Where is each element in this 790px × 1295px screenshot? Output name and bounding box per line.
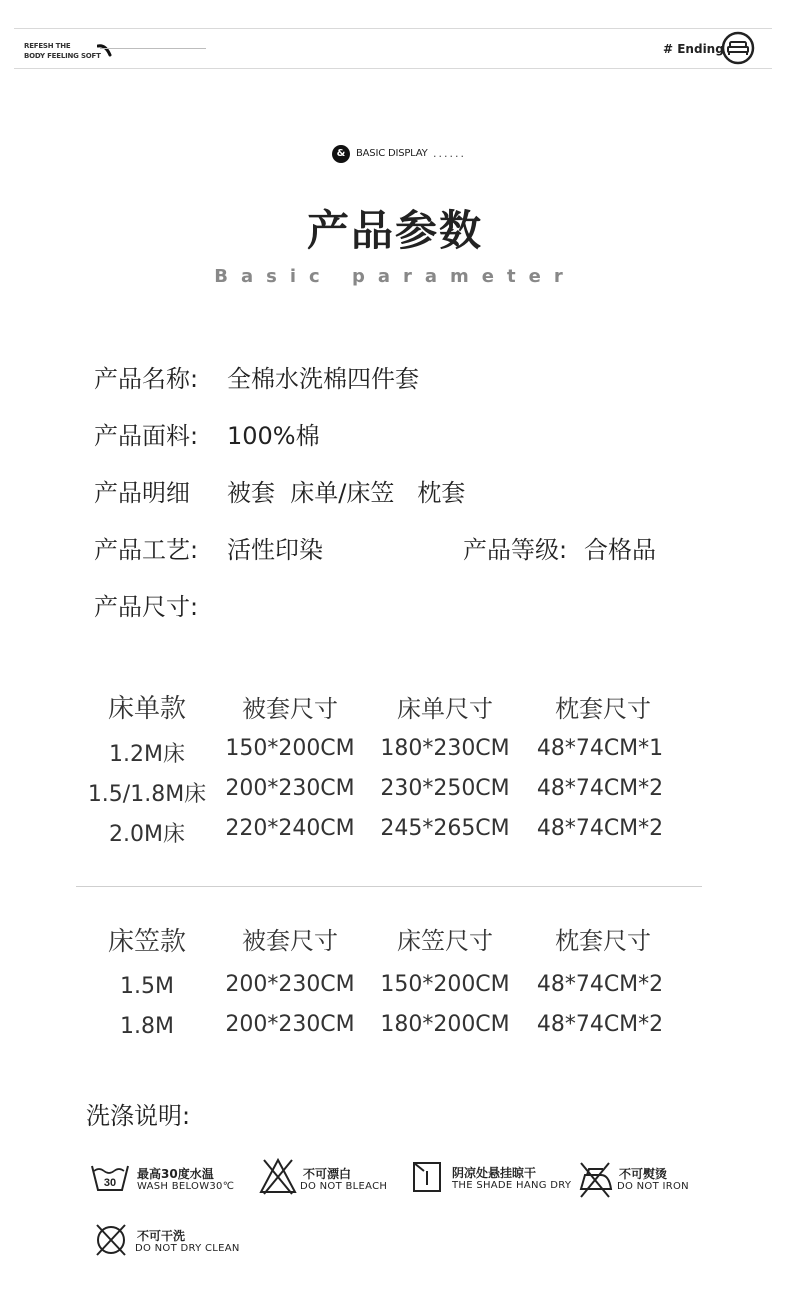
table-cell: 48*74CM*2 bbox=[536, 972, 664, 997]
no-iron-icon bbox=[575, 1159, 615, 1199]
shade-dry-icon bbox=[412, 1161, 442, 1193]
table-cell: 1.2M床 bbox=[109, 742, 185, 767]
page-title: 产品参数 bbox=[306, 206, 483, 255]
product-name-value: 全棉水洗棉四件套 bbox=[227, 365, 419, 393]
care-en-label: DO NOT BLEACH bbox=[300, 1181, 388, 1192]
table-header-cell: 枕套尺寸 bbox=[555, 927, 651, 955]
bed-icon bbox=[721, 31, 755, 65]
table-cell: 48*74CM*1 bbox=[536, 736, 664, 761]
product-grade-value: 合格品 bbox=[584, 536, 656, 564]
table-header-cell: 床单尺寸 bbox=[397, 695, 493, 723]
product-size-label: 产品尺寸: bbox=[94, 593, 199, 621]
brand-line-2: BODY FEELING SOFT bbox=[24, 52, 101, 60]
table-header-cell: 床笠尺寸 bbox=[397, 927, 493, 955]
table-cell: 200*230CM bbox=[225, 1012, 355, 1037]
product-fabric-label: 产品面料: bbox=[94, 422, 199, 450]
table-header-cell: 床单款 bbox=[107, 694, 186, 724]
table-cell: 150*200CM bbox=[380, 972, 510, 997]
table-header-cell: 床笠款 bbox=[107, 927, 186, 957]
product-grade-label: 产品等级: bbox=[463, 536, 568, 564]
table-cell: 1.8M bbox=[120, 1014, 174, 1039]
care-cn-label: 不可干洗 bbox=[137, 1229, 186, 1243]
table-cell: 200*230CM bbox=[225, 776, 355, 801]
table-cell: 1.5M bbox=[120, 974, 174, 999]
table-cell: 180*200CM bbox=[380, 1012, 510, 1037]
wash-title: 洗涤说明: bbox=[86, 1102, 191, 1130]
table-cell: 48*74CM*2 bbox=[536, 816, 664, 841]
product-detail-value: 被套 床单/床笠 枕套 bbox=[227, 479, 466, 507]
table-header-cell: 被套尺寸 bbox=[242, 927, 338, 955]
product-process-label: 产品工艺: bbox=[94, 536, 199, 564]
brand-rule bbox=[100, 48, 206, 49]
no-bleach-icon bbox=[258, 1156, 298, 1196]
care-en-label: WASH BELOW30℃ bbox=[137, 1181, 235, 1192]
section-label: BASIC DISPLAY bbox=[356, 148, 428, 159]
top-rule bbox=[14, 28, 772, 29]
table-cell: 48*74CM*2 bbox=[536, 1012, 664, 1037]
section-dots: ...... bbox=[433, 147, 466, 160]
no-dry-clean-icon bbox=[94, 1222, 128, 1258]
page-subtitle: Basic parameter bbox=[214, 266, 576, 287]
table-cell: 2.0M床 bbox=[109, 822, 185, 847]
table-header-cell: 被套尺寸 bbox=[242, 695, 338, 723]
ending-label: # Ending bbox=[663, 42, 724, 56]
care-cn-label: 不可熨烫 bbox=[619, 1167, 668, 1181]
care-en-label: DO NOT IRON bbox=[617, 1181, 689, 1192]
product-fabric-value: 100%棉 bbox=[227, 422, 320, 450]
table-cell: 1.5/1.8M床 bbox=[87, 782, 207, 807]
product-process-value: 活性印染 bbox=[227, 536, 323, 564]
table-cell: 200*230CM bbox=[225, 972, 355, 997]
wash-temp-text: 30 bbox=[103, 1177, 117, 1189]
ampersand-badge: & bbox=[332, 145, 350, 163]
table-cell: 180*230CM bbox=[380, 736, 510, 761]
header-bottom-rule bbox=[14, 68, 772, 69]
care-en-label: THE SHADE HANG DRY bbox=[452, 1180, 572, 1191]
brand-tagline bbox=[24, 41, 101, 61]
wash-30-icon bbox=[90, 1162, 130, 1194]
care-cn-label: 阴凉处悬挂晾干 bbox=[452, 1166, 537, 1180]
care-en-label: DO NOT DRY CLEAN bbox=[135, 1243, 240, 1254]
care-cn-label: 最高30度水温 bbox=[137, 1167, 214, 1181]
care-cn-label: 不可漂白 bbox=[303, 1167, 352, 1181]
table-cell: 150*200CM bbox=[225, 736, 355, 761]
table-header-cell: 枕套尺寸 bbox=[555, 695, 651, 723]
brand-line-1: REFESH THE bbox=[24, 42, 71, 50]
table-cell: 220*240CM bbox=[225, 816, 355, 841]
product-detail-label: 产品明细 bbox=[94, 479, 190, 507]
table-cell: 230*250CM bbox=[380, 776, 510, 801]
table-divider bbox=[76, 886, 702, 887]
table-cell: 48*74CM*2 bbox=[536, 776, 664, 801]
product-name-label: 产品名称: bbox=[94, 365, 199, 393]
table-cell: 245*265CM bbox=[380, 816, 510, 841]
swoosh-icon bbox=[97, 43, 113, 57]
